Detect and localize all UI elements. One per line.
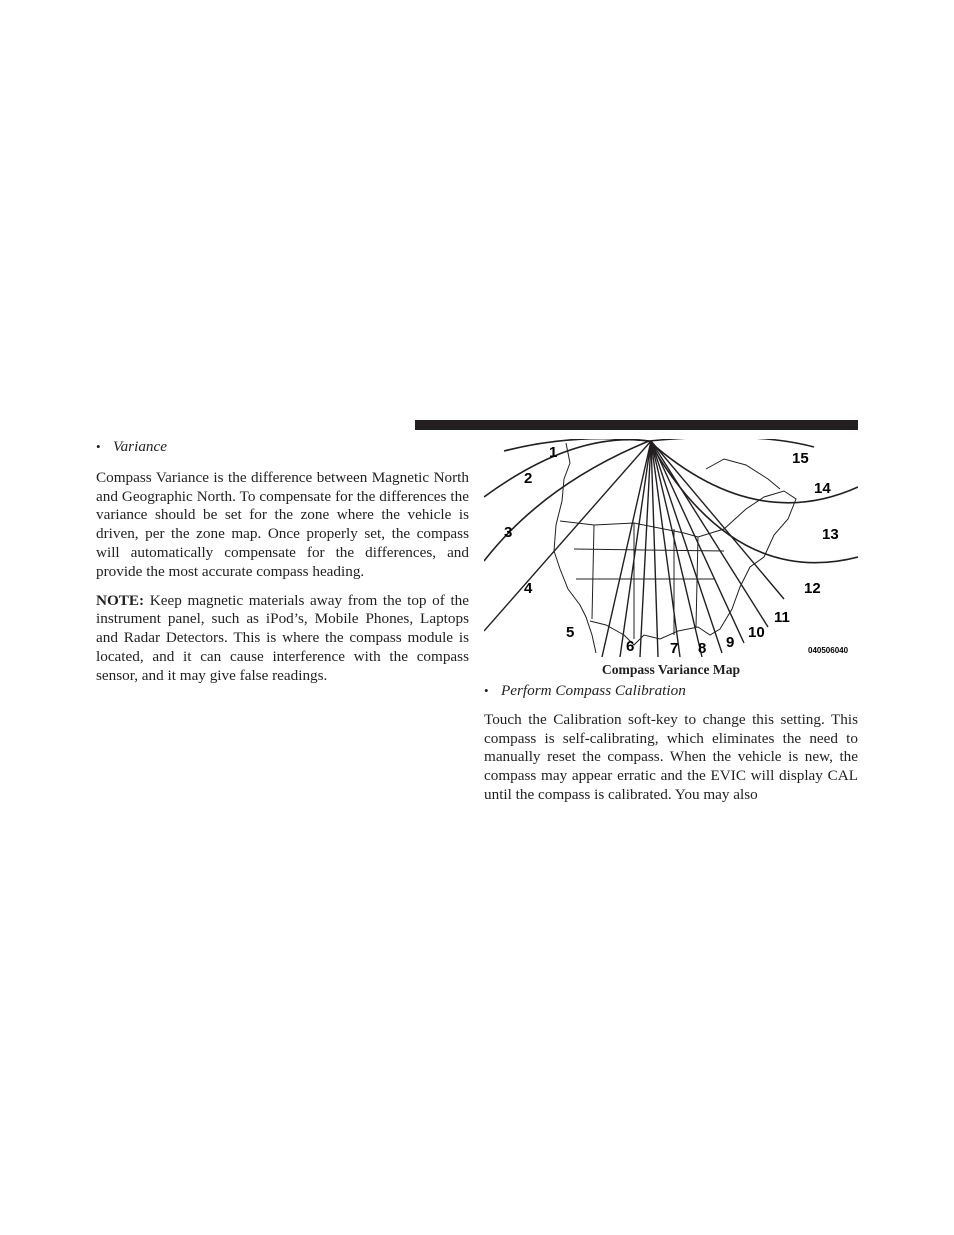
- zone-label-11: 11: [774, 609, 790, 626]
- header-bar: [415, 420, 858, 430]
- zone-label-15: 15: [792, 450, 809, 467]
- zone-label-6: 6: [626, 638, 635, 655]
- zone-arc-13: [649, 441, 858, 563]
- zone-arc-2: [484, 440, 649, 497]
- figure-code: 040506040: [808, 646, 849, 655]
- zone-label-7: 7: [670, 640, 679, 657]
- zone-label-1: 1: [549, 444, 558, 461]
- zone-arc-3: [484, 441, 649, 561]
- variance-paragraph: Compass Variance is the difference between Magnetic North and Geographic North. To compensate for the differences the variance should be set for the zone where the vehicle is driven, per the zone map. Once properly set, the compass will automatically compensate for the differences, and provide the most accurate compass heading.: [96, 468, 469, 580]
- calibration-bullet: [484, 682, 858, 701]
- variance-bullet: [96, 438, 469, 457]
- right-column: [484, 682, 858, 805]
- left-column: [96, 438, 469, 686]
- compass-variance-map: [484, 439, 858, 657]
- bullet-icon: •: [96, 439, 101, 454]
- zone-arc-1: [504, 439, 649, 451]
- zone-label-10: 10: [748, 624, 765, 641]
- zone-label-13: 13: [822, 526, 839, 543]
- calibration-heading: Perform Compass Calibration: [501, 682, 686, 699]
- note-label: NOTE:: [96, 591, 145, 609]
- zone-label-4: 4: [524, 580, 533, 597]
- bullet-icon: •: [484, 683, 489, 698]
- zone-label-5: 5: [566, 624, 575, 641]
- note-text: Keep magnetic materials away from the top of the instrument panel, such as iPod’s, Mobile Phones, Laptops and Radar Detectors. This is where the compass module is located, and it can cause interference with the compass sensor, and it may give false readings.: [96, 591, 469, 684]
- zone-label-14: 14: [814, 480, 831, 497]
- zone-label-3: 3: [504, 524, 513, 541]
- zone-label-9: 9: [726, 634, 735, 651]
- variance-heading: Variance: [113, 438, 167, 455]
- figure-caption: Compass Variance Map: [601, 662, 741, 677]
- zone-label-2: 2: [524, 470, 533, 487]
- zone-label-12: 12: [804, 580, 821, 597]
- note-paragraph: [96, 592, 469, 686]
- zone-arc-15: [649, 439, 814, 447]
- calibration-paragraph: Touch the Calibration soft-key to change this setting. This compass is self-calibrating, which eliminates the need to manually reset the compass. When the vehicle is new, the compass may appear erratic and the EVIC will display CAL until the compass is calibrated. You may also: [484, 710, 858, 803]
- zone-label-8: 8: [698, 640, 707, 657]
